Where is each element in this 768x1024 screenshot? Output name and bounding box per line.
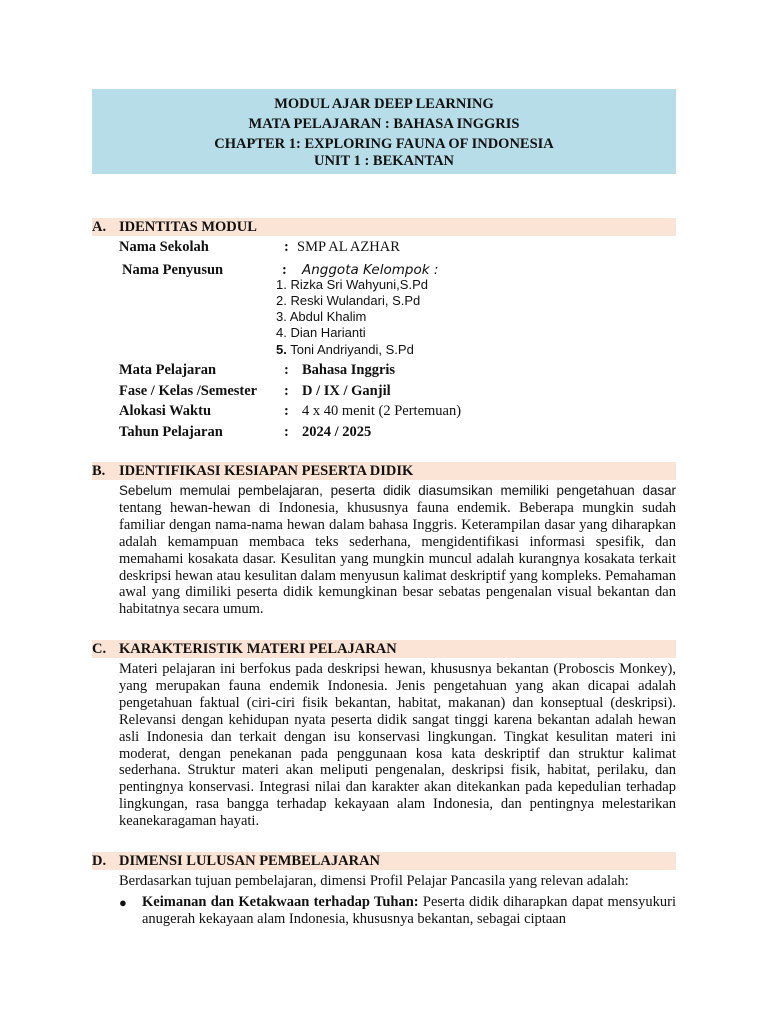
chapter-title: CHAPTER 1: EXPLORING FAUNA OF INDONESIA <box>214 136 554 152</box>
author-value: Anggota Kelompok : <box>302 262 439 278</box>
member-name: Reski Wulandari, S.Pd <box>286 293 421 308</box>
bullet-text: Peserta didik diharapkan dapat mensyukuri anugerah kekayaan alam Indonesia, khususnya bekantan, sebagai ciptaan <box>142 894 676 927</box>
member-name: Rizka Sri Wahyuni,S.Pd <box>286 277 428 292</box>
section-b-paragraph <box>119 483 676 618</box>
phase-colon: : <box>284 383 289 399</box>
member-item <box>276 325 366 341</box>
year-value: 2024 / 2025 <box>302 424 372 440</box>
time-label: Alokasi Waktu <box>119 403 212 419</box>
member-number: 3. <box>276 309 287 324</box>
section-a-title: IDENTITAS MODUL <box>119 219 257 235</box>
phase-value: D / IX / Ganjil <box>302 383 391 399</box>
section-b-lead: Sebelum memulai pembelajaran, peserta didik diasumsikan memiliki pengetahuan dasar <box>119 483 676 498</box>
member-number: 1. <box>276 277 287 292</box>
time-value: 4 x 40 menit (2 Pertemuan) <box>302 403 462 419</box>
school-value: SMP AL AZHAR <box>297 239 400 255</box>
unit-title: UNIT 1 : BEKANTAN <box>313 153 455 169</box>
author-label: Nama Penyusun <box>122 262 224 278</box>
section-b-title: IDENTIFIKASI KESIAPAN PESERTA DIDIK <box>119 463 414 479</box>
section-c-letter: C. <box>92 641 107 657</box>
bullet-icon: ● <box>119 895 127 910</box>
member-number: 2. <box>276 293 287 308</box>
title-block <box>92 89 676 174</box>
member-name: Toni Andriyandi, S.Pd <box>286 342 414 357</box>
list-item <box>142 894 676 928</box>
section-c-title: KARAKTERISTIK MATERI PELAJARAN <box>119 641 397 657</box>
section-b-letter: B. <box>92 463 106 479</box>
member-item <box>276 277 428 293</box>
member-item <box>276 342 414 358</box>
section-c-paragraph: Materi pelajaran ini berfokus pada deskripsi hewan, khususnya bekantan (Proboscis Monkey), yang merupakan fauna endemik Indonesia. Jenis pengetahuan yang akan dicapai adalah pengetahuan faktual (ciri-ciri fisik bekantan, habitat, makanan) dan konseptual (deskripsi). Relevansi dengan kehidupan nyata peserta didik sangat tinggi karena bekantan adalah hewan asli Indonesia dan terkait dengan isu konservasi lingkungan. Tingkat kesulitan materi ini moderat, dengan penekanan pada penggunaan kosa kata deskriptif dan struktur kalimat sederhana. Struktur materi akan meliputi pengenalan, deskripsi fisik, habitat, perilaku, dan pentingnya konservasi. Integrasi nilai dan karakter akan ditekankan pada kepedulian terhadap lingkungan, rasa bangga terhadap kekayaan alam Indonesia, dan pentingnya melestarikan keanekaragaman hayati. <box>119 661 676 830</box>
time-colon: : <box>284 403 289 419</box>
year-label: Tahun Pelajaran <box>119 424 223 440</box>
section-b-body: tentang hewan-hewan di Indonesia, khususnya fauna endemik. Beberapa mungkin sudah familiar dengan nama-nama hewan dalam bahasa Inggris. Keterampilan dasar yang diharapkan adalah kemampuan membaca teks sederhana, mengidentifikasi informasi spesifik, dan memahami kosakata dasar. Kesulitan yang mungkin muncul adalah kurangnya kosakata terkait deskripsi hewan atau kesulitan dalam menyusun kalimat deskriptif yang kompleks. Pemahaman awal yang dimiliki peserta didik kemungkinan besar sebatas pengenalan visual bekantan dan habitatnya secara umum. <box>119 499 676 618</box>
member-name: Dian Harianti <box>286 325 366 340</box>
section-d-letter: D. <box>92 853 107 869</box>
bullet-title: Keimanan dan Ketakwaan terhadap Tuhan: <box>142 894 419 910</box>
year-colon: : <box>284 424 289 440</box>
school-colon: : <box>284 239 289 255</box>
author-colon: : <box>282 262 287 278</box>
section-d-title: DIMENSI LULUSAN PEMBELAJARAN <box>119 853 381 869</box>
member-name: Abdul Khalim <box>286 309 367 324</box>
module-title: MODUL AJAR DEEP LEARNING <box>274 96 494 112</box>
subject-colon: : <box>284 362 289 378</box>
section-a-letter: A. <box>92 219 107 235</box>
subject-title: MATA PELAJARAN : BAHASA INGGRIS <box>248 116 520 132</box>
section-d-intro: Berdasarkan tujuan pembelajaran, dimensi Profil Pelajar Pancasila yang relevan adalah: <box>119 873 629 889</box>
member-item <box>276 309 366 325</box>
subject-label: Mata Pelajaran <box>119 362 217 378</box>
subject-value: Bahasa Inggris <box>302 362 396 378</box>
member-item <box>276 293 420 309</box>
school-label: Nama Sekolah <box>119 239 209 255</box>
member-number: 4. <box>276 325 287 340</box>
phase-label: Fase / Kelas /Semester <box>119 383 258 399</box>
member-number: 5. <box>276 342 287 357</box>
